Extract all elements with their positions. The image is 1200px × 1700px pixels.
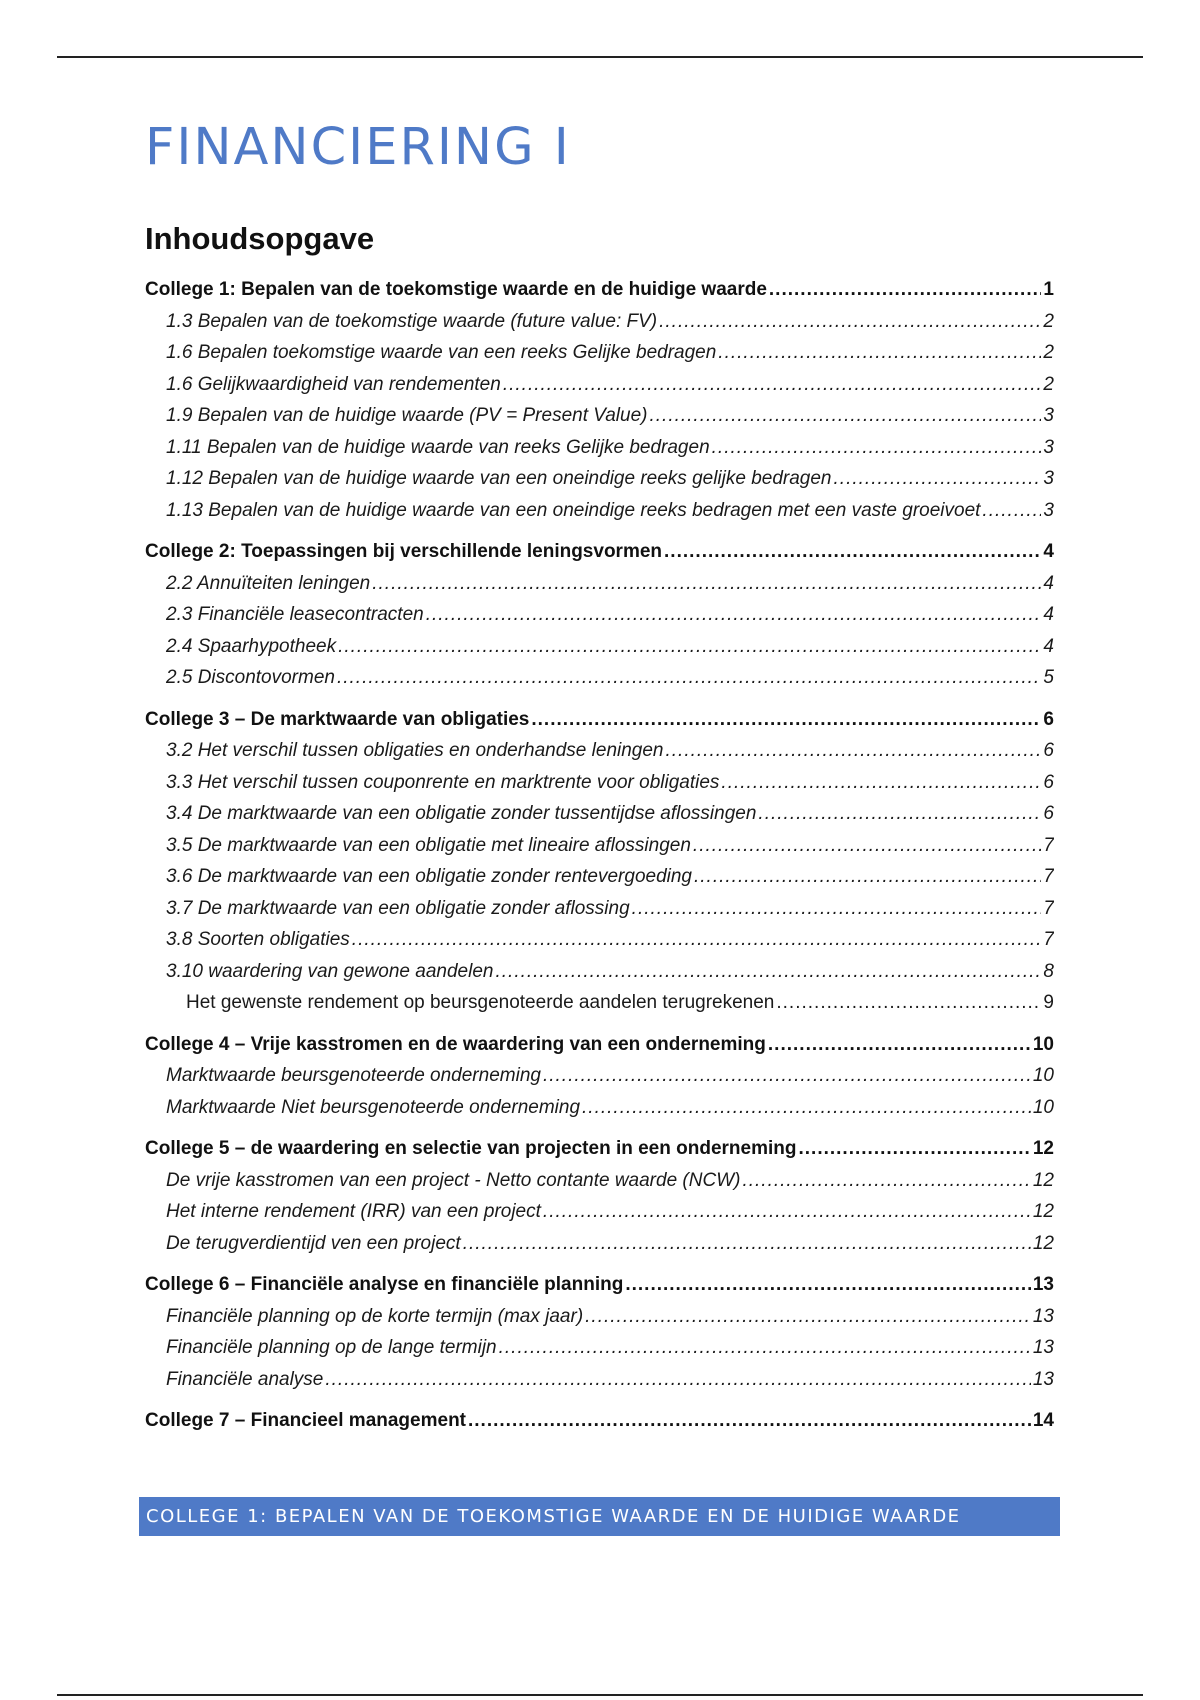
toc-entry-label: Marktwaarde Niet beursgenoteerde onderneming xyxy=(166,1096,581,1118)
toc-entry-label: College 3 – De marktwaarde van obligaties xyxy=(145,708,530,730)
toc-entry-label: College 4 – Vrije kasstromen en de waardering van een onderneming xyxy=(145,1033,766,1055)
toc-entry-label: Het interne rendement (IRR) van een project xyxy=(166,1201,541,1222)
toc-entry-section[interactable] xyxy=(145,568,1054,600)
toc-entry-chapter[interactable] xyxy=(145,704,1054,736)
toc-entry-label: 2.3 Financiële leasecontracten xyxy=(166,604,424,625)
toc-entry-section[interactable] xyxy=(145,337,1054,369)
toc-entry-label: College 2: Toepassingen bij verschillende leningsvormen xyxy=(145,541,663,562)
toc-entry-page-number: 3 xyxy=(1043,436,1054,458)
toc-entry-page-number: 10 xyxy=(1032,1096,1054,1118)
toc-entry-label: 1.11 Bepalen van de huidige waarde van reeks Gelijke bedragen xyxy=(166,436,710,458)
toc-entry-section[interactable] xyxy=(145,1301,1054,1333)
toc-entry-label: 3.7 De marktwaarde van een obligatie zonder aflossing xyxy=(166,897,630,919)
footer-rule xyxy=(57,1694,1143,1696)
header-rule xyxy=(57,56,1143,58)
toc-dot-leader xyxy=(503,369,1042,401)
toc-entry-label: 2.4 Spaarhypotheek xyxy=(166,635,337,657)
toc-entry-page-number: 3 xyxy=(1043,405,1054,426)
toc-entry-label: 1.12 Bepalen van de huidige waarde van een oneindige reeks gelijke bedragen xyxy=(166,468,832,489)
toc-entry-page-number: 1 xyxy=(1043,279,1054,300)
toc-entry-section[interactable] xyxy=(145,956,1054,988)
toc-entry-section[interactable] xyxy=(145,463,1054,495)
toc-dot-leader xyxy=(585,1301,1031,1333)
toc-dot-leader xyxy=(352,924,1042,956)
toc-entry-label: Financiële planning op de korte termijn (max jaar) xyxy=(166,1305,584,1327)
toc-entry-label: College 7 – Financieel management xyxy=(145,1410,466,1431)
toc-dot-leader xyxy=(664,536,1041,568)
toc-entry-label: 1.6 Gelijkwaardigheid van rendementen xyxy=(166,373,501,395)
toc-dot-leader xyxy=(721,767,1041,799)
toc-dot-leader xyxy=(543,1196,1031,1228)
toc-entry-label: 3.5 De marktwaarde van een obligatie met lineaire aflossingen xyxy=(166,834,691,856)
toc-entry-chapter[interactable] xyxy=(145,1405,1054,1437)
toc-dot-leader xyxy=(325,1364,1030,1396)
toc-entry-page-number: 4 xyxy=(1043,572,1054,594)
toc-entry-page-number: 13 xyxy=(1032,1337,1054,1358)
toc-entry-page-number: 10 xyxy=(1032,1065,1054,1086)
toc-entry-label: College 1: Bepalen van de toekomstige waarde en de huidige waarde xyxy=(145,279,767,300)
toc-entry-label: De vrije kasstromen van een project - Netto contante waarde (NCW) xyxy=(166,1169,741,1191)
toc-entry-section[interactable] xyxy=(145,1332,1054,1364)
toc-entry-label: Marktwaarde beursgenoteerde onderneming xyxy=(166,1065,541,1086)
toc-entry-section[interactable] xyxy=(145,1060,1054,1092)
toc-entry-label: 1.13 Bepalen van de huidige waarde van een oneindige reeks bedragen met een vaste groeivoet xyxy=(166,499,981,521)
toc-entry-page-number: 13 xyxy=(1032,1368,1054,1390)
toc-section-gap xyxy=(145,1259,1054,1269)
toc-dot-leader xyxy=(495,956,1041,988)
toc-entry-page-number: 12 xyxy=(1032,1138,1054,1159)
toc-entry-section[interactable] xyxy=(145,893,1054,925)
toc-entry-page-number: 2 xyxy=(1043,342,1054,363)
toc-entry-label: 3.10 waardering van gewone aandelen xyxy=(166,960,494,982)
toc-entry-page-number: 2 xyxy=(1043,310,1054,332)
toc-entry-page-number: 12 xyxy=(1032,1232,1054,1254)
toc-dot-leader xyxy=(372,568,1041,600)
toc-entry-page-number: 7 xyxy=(1043,866,1054,887)
toc-section-gap xyxy=(145,1395,1054,1405)
toc-dot-leader xyxy=(468,1405,1031,1437)
toc-entry-page-number: 6 xyxy=(1043,771,1054,793)
toc-entry-label: 1.6 Bepalen toekomstige waarde van een reeks Gelijke bedragen xyxy=(166,342,717,363)
toc-entry-section[interactable] xyxy=(145,830,1054,862)
toc-entry-label: 3.8 Soorten obligaties xyxy=(166,929,350,950)
toc-entry-section[interactable] xyxy=(145,987,1054,1019)
toc-entry-section[interactable] xyxy=(145,400,1054,432)
toc-entry-page-number: 14 xyxy=(1032,1410,1054,1431)
toc-entry-label: 3.6 De marktwaarde van een obligatie zonder rentevergoeding xyxy=(166,866,692,887)
toc-dot-leader xyxy=(543,1060,1031,1092)
toc-entry-page-number: 7 xyxy=(1043,897,1054,919)
toc-entry-section[interactable] xyxy=(145,924,1054,956)
toc-entry-page-number: 4 xyxy=(1043,541,1054,562)
toc-entry-page-number: 12 xyxy=(1032,1169,1054,1191)
toc-entry-label: 2.2 Annuïteiten leningen xyxy=(166,572,371,594)
toc-dot-leader xyxy=(338,631,1041,663)
toc-entry-page-number: 6 xyxy=(1043,803,1054,824)
toc-dot-leader xyxy=(582,1092,1031,1124)
toc-entry-page-number: 5 xyxy=(1043,667,1054,688)
section-heading-banner: COLLEGE 1: BEPALEN VAN DE TOEKOMSTIGE WAARDE EN DE HUIDIGE WAARDE xyxy=(139,1497,1060,1536)
toc-entry-section[interactable] xyxy=(145,1228,1054,1260)
toc-entry-label: Financiële planning op de lange termijn xyxy=(166,1337,497,1358)
toc-entry-section[interactable] xyxy=(145,798,1054,830)
toc-entry-page-number: 12 xyxy=(1032,1201,1054,1222)
toc-dot-leader xyxy=(426,599,1042,631)
toc-dot-leader xyxy=(768,1029,1031,1061)
toc-entry-label: De terugverdientijd ven een project xyxy=(166,1232,461,1254)
toc-entry-chapter[interactable] xyxy=(145,274,1054,306)
toc-entry-label: 2.5 Discontovormen xyxy=(166,667,335,688)
toc-section-gap xyxy=(145,1123,1054,1133)
toc-dot-leader xyxy=(694,861,1041,893)
toc-dot-leader xyxy=(742,1165,1030,1197)
toc-section-gap xyxy=(145,1019,1054,1029)
toc-entry-page-number: 3 xyxy=(1043,499,1054,521)
toc-dot-leader xyxy=(758,798,1041,830)
toc-dot-leader xyxy=(769,274,1042,306)
toc-dot-leader xyxy=(776,987,1041,1019)
toc-heading: Inhoudsopgave xyxy=(145,221,375,256)
toc-entry-section[interactable] xyxy=(145,767,1054,799)
toc-entry-chapter[interactable] xyxy=(145,1029,1054,1061)
toc-entry-chapter[interactable] xyxy=(145,1133,1054,1165)
toc-entry-label: Het gewenste rendement op beursgenoteerde aandelen terugrekenen xyxy=(186,992,775,1013)
toc-section-gap xyxy=(145,694,1054,704)
toc-entry-page-number: 13 xyxy=(1032,1274,1054,1295)
toc-entry-page-number: 7 xyxy=(1043,834,1054,856)
toc-entry-page-number: 13 xyxy=(1032,1305,1054,1327)
toc-dot-leader xyxy=(649,400,1041,432)
toc-dot-leader xyxy=(531,704,1041,736)
toc-dot-leader xyxy=(712,432,1042,464)
toc-dot-leader xyxy=(463,1228,1031,1260)
toc-entry-page-number: 9 xyxy=(1043,992,1054,1013)
toc-dot-leader xyxy=(798,1133,1030,1165)
toc-entry-label: 1.3 Bepalen van de toekomstige waarde (future value: FV) xyxy=(166,310,658,332)
toc-entry-chapter[interactable] xyxy=(145,536,1054,568)
toc-entry-page-number: 10 xyxy=(1032,1033,1054,1055)
toc-entry-page-number: 6 xyxy=(1043,740,1054,761)
toc-entry-section[interactable] xyxy=(145,306,1054,338)
toc-entry-section[interactable] xyxy=(145,735,1054,767)
toc-entry-section[interactable] xyxy=(145,662,1054,694)
toc-entry-label: College 5 – de waardering en selectie van projecten in een onderneming xyxy=(145,1138,797,1159)
toc-dot-leader xyxy=(718,337,1041,369)
toc-entry-label: 3.4 De marktwaarde van een obligatie zonder tussentijdse aflossingen xyxy=(166,803,757,824)
toc-entry-section[interactable] xyxy=(145,1165,1054,1197)
toc-entry-section[interactable] xyxy=(145,1364,1054,1396)
toc-entry-section[interactable] xyxy=(145,369,1054,401)
toc-dot-leader xyxy=(632,893,1042,925)
toc-entry-section[interactable] xyxy=(145,599,1054,631)
toc-entry-section[interactable] xyxy=(145,861,1054,893)
table-of-contents xyxy=(145,274,1054,1437)
toc-entry-section[interactable] xyxy=(145,1092,1054,1124)
toc-entry-page-number: 4 xyxy=(1043,635,1054,657)
toc-entry-page-number: 6 xyxy=(1043,708,1054,730)
toc-dot-leader xyxy=(659,306,1041,338)
toc-entry-section[interactable] xyxy=(145,432,1054,464)
toc-entry-page-number: 3 xyxy=(1043,468,1054,489)
toc-dot-leader xyxy=(693,830,1042,862)
toc-dot-leader xyxy=(982,495,1041,527)
toc-section-gap xyxy=(145,526,1054,536)
toc-entry-label: College 6 – Financiële analyse en financiële planning xyxy=(145,1274,624,1295)
toc-dot-leader xyxy=(834,463,1042,495)
toc-entry-label: 3.2 Het verschil tussen obligaties en onderhandse leningen xyxy=(166,740,664,761)
toc-entry-page-number: 7 xyxy=(1043,929,1054,950)
toc-entry-label: 3.3 Het verschil tussen couponrente en marktrente voor obligaties xyxy=(166,771,720,793)
toc-entry-page-number: 2 xyxy=(1043,373,1054,395)
toc-entry-section[interactable] xyxy=(145,495,1054,527)
toc-entry-chapter[interactable] xyxy=(145,1269,1054,1301)
toc-entry-page-number: 8 xyxy=(1043,960,1054,982)
toc-dot-leader xyxy=(625,1269,1031,1301)
toc-dot-leader xyxy=(666,735,1042,767)
toc-dot-leader xyxy=(499,1332,1031,1364)
toc-dot-leader xyxy=(337,662,1041,694)
toc-entry-section[interactable] xyxy=(145,1196,1054,1228)
toc-entry-label: 1.9 Bepalen van de huidige waarde (PV = Present Value) xyxy=(166,405,648,426)
toc-entry-label: Financiële analyse xyxy=(166,1368,324,1390)
toc-entry-section[interactable] xyxy=(145,631,1054,663)
document-title: FINANCIERING I xyxy=(145,118,571,177)
toc-entry-page-number: 4 xyxy=(1043,604,1054,625)
